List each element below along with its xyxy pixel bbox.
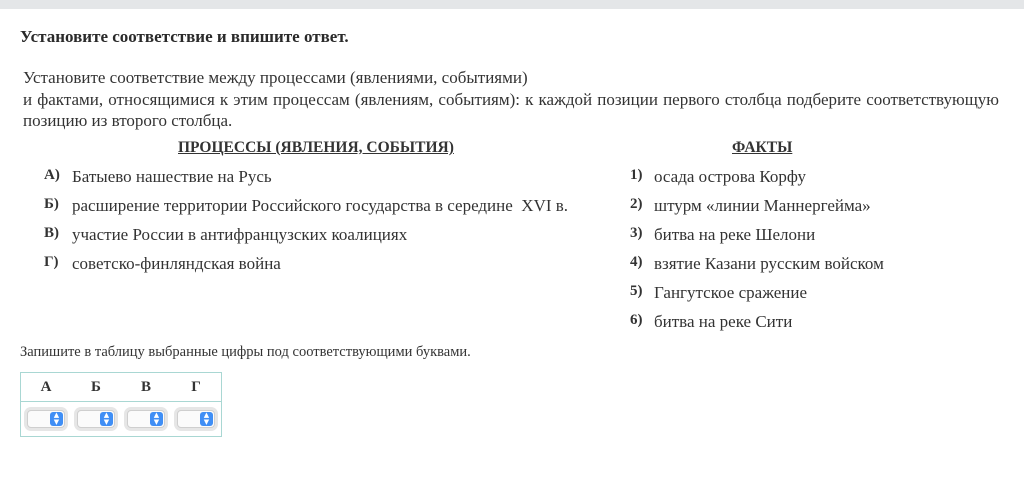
- facts-column-header: ФАКТЫ: [732, 139, 793, 156]
- process-text: советско-финляндская война: [72, 254, 281, 273]
- task-intro: [23, 67, 999, 132]
- fact-label: 2): [630, 196, 643, 212]
- intro-line-rest: и фактами, относящимися к этим процессам (явлениям, событиям): к каждой позиции первого столбца подберите соответствующую позицию из второго столбца.: [23, 89, 999, 130]
- process-text: расширение территории Российского государства в середине XVI в.: [72, 196, 569, 215]
- answer-cell-b: [71, 402, 121, 437]
- fact-label: 1): [630, 167, 643, 183]
- task-heading: Установите соответствие и впишите ответ.: [20, 27, 349, 46]
- fact-label: 5): [630, 283, 643, 299]
- fact-text: битва на реке Шелони: [654, 225, 816, 244]
- answer-header-b: Б: [71, 373, 121, 402]
- answer-header-g: Г: [171, 373, 222, 402]
- process-text: участие России в антифранцузских коалициях: [72, 225, 408, 244]
- process-label: Б): [44, 196, 59, 212]
- answer-cell-g: [171, 402, 222, 437]
- answer-header-a: А: [21, 373, 72, 402]
- answer-select-v[interactable]: [127, 410, 165, 428]
- process-text: Батыево нашествие на Русь: [72, 167, 272, 186]
- fact-label: 4): [630, 254, 643, 270]
- fact-text: битва на реке Сити: [654, 312, 793, 331]
- fact-text: штурм «линии Маннергейма»: [654, 196, 871, 215]
- processes-column-header: ПРОЦЕССЫ (ЯВЛЕНИЯ, СОБЫТИЯ): [178, 139, 454, 156]
- fact-text: взятие Казани русским войском: [654, 254, 884, 273]
- answer-cell-v: [121, 402, 171, 437]
- answer-cell-a: [21, 402, 72, 437]
- chevron-updown-icon: ▲ ▼: [100, 412, 113, 426]
- process-label: А): [44, 167, 60, 183]
- fact-label: 6): [630, 312, 643, 328]
- process-label: В): [44, 225, 59, 241]
- chevron-updown-icon: ▲ ▼: [200, 412, 213, 426]
- fact-text: Гангутское сражение: [654, 283, 807, 302]
- answer-select-a[interactable]: [27, 410, 65, 428]
- fact-label: 3): [630, 225, 643, 241]
- chevron-updown-icon: ▲ ▼: [150, 412, 163, 426]
- answer-instruction: Запишите в таблицу выбранные цифры под соответствующими буквами.: [20, 344, 471, 360]
- answer-table: [20, 372, 222, 437]
- answer-header-v: В: [121, 373, 171, 402]
- intro-line-1: Установите соответствие между процессами (явлениями, событиями): [23, 68, 528, 87]
- fact-text: осада острова Корфу: [654, 167, 806, 186]
- answer-select-b[interactable]: [77, 410, 115, 428]
- answer-select-g[interactable]: [177, 410, 215, 428]
- top-bar: [0, 0, 1024, 9]
- process-label: Г): [44, 254, 59, 270]
- chevron-updown-icon: ▲ ▼: [50, 412, 63, 426]
